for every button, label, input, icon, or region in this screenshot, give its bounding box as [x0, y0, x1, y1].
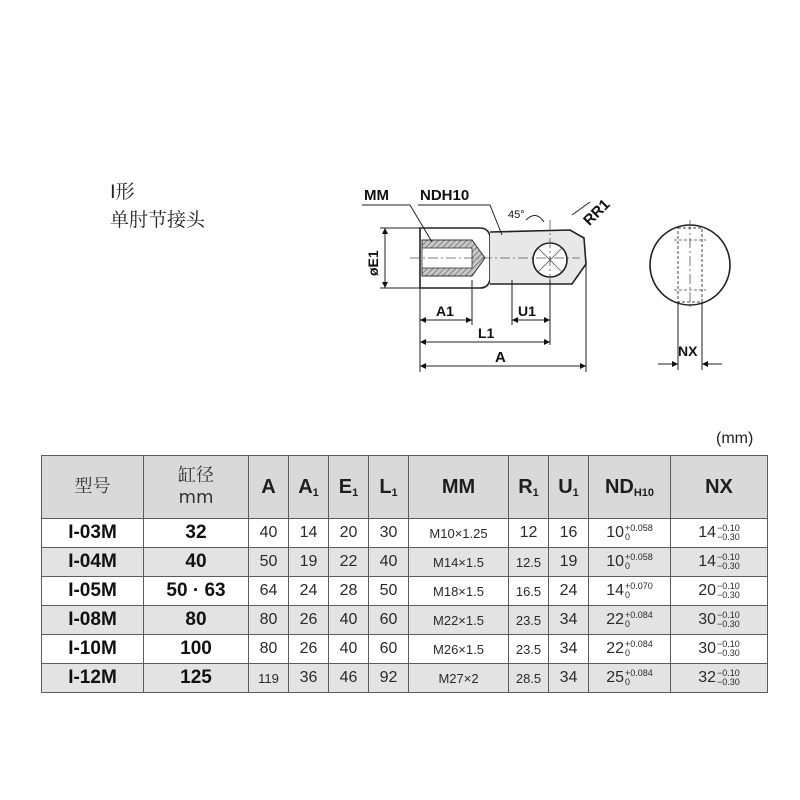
spec-table [41, 455, 768, 693]
cell-a1: 26 [289, 635, 329, 664]
header-model: 型号 [42, 456, 144, 519]
cell-a1: 19 [289, 548, 329, 577]
header-mm: MM [409, 456, 509, 519]
label-a1: A1 [436, 303, 454, 319]
header-e1: $E_1$ [329, 456, 369, 519]
cell-a: 40 [249, 519, 289, 548]
cell-u1: 34 [549, 635, 589, 664]
cell-e1: 28 [329, 577, 369, 606]
cell-nd: 14 +0.070 0 [589, 577, 671, 606]
cell-model: I-08M [42, 606, 144, 635]
header-a: A [249, 456, 289, 519]
label-mm: MM [364, 187, 389, 204]
cell-nx: 14 −0.10 −0.30 [671, 519, 768, 548]
cell-nd: 22 +0.084 0 [589, 606, 671, 635]
header-a1: $A_1$ [289, 456, 329, 519]
cell-l1: 92 [369, 664, 409, 693]
label-rr: RR1 [580, 195, 614, 230]
label-angle: 45° [508, 209, 525, 221]
cell-a: 80 [249, 606, 289, 635]
table-row [42, 606, 768, 635]
header-nd: $ND_{H10}$ [589, 456, 671, 519]
label-u1: U1 [518, 303, 536, 319]
cell-l1: 30 [369, 519, 409, 548]
cell-a: 64 [249, 577, 289, 606]
cell-r1: 28.5 [509, 664, 549, 693]
cell-mm: M10×1.25 [409, 519, 509, 548]
label-nd: NDH10 [420, 187, 470, 204]
cell-a1: 14 [289, 519, 329, 548]
cell-r1: 23.5 [509, 606, 549, 635]
cell-model: I-05M [42, 577, 144, 606]
header-u1: $U_1$ [549, 456, 589, 519]
cell-nx: 30 −0.10 −0.30 [671, 635, 768, 664]
cell-model: I-10M [42, 635, 144, 664]
label-a: A [495, 349, 506, 366]
cell-u1: 24 [549, 577, 589, 606]
cell-model: I-03M [42, 519, 144, 548]
cell-e1: 40 [329, 606, 369, 635]
cell-bore: 50 · 63 [144, 577, 249, 606]
header-bore: 缸径 mm [144, 456, 249, 519]
cell-model: I-12M [42, 664, 144, 693]
cell-nx: 20 −0.10 −0.30 [671, 577, 768, 606]
table-header-row [42, 456, 768, 519]
cell-a: 50 [249, 548, 289, 577]
cell-nx: 30 −0.10 −0.30 [671, 606, 768, 635]
header-l1: $L_1$ [369, 456, 409, 519]
cell-e1: 40 [329, 635, 369, 664]
cell-e1: 22 [329, 548, 369, 577]
cell-e1: 46 [329, 664, 369, 693]
label-nx: NX [678, 343, 698, 359]
cell-e1: 20 [329, 519, 369, 548]
technical-drawing [340, 180, 740, 380]
cell-u1: 34 [549, 664, 589, 693]
type-title: I形 [110, 181, 135, 203]
table-row [42, 635, 768, 664]
cell-bore: 80 [144, 606, 249, 635]
cell-nd: 25 +0.084 0 [589, 664, 671, 693]
cell-bore: 125 [144, 664, 249, 693]
cell-r1: 12 [509, 519, 549, 548]
cell-l1: 50 [369, 577, 409, 606]
label-e1: øE1 [365, 250, 381, 276]
label-l1: L1 [478, 325, 495, 341]
cell-r1: 23.5 [509, 635, 549, 664]
cell-bore: 40 [144, 548, 249, 577]
cell-a1: 36 [289, 664, 329, 693]
cell-nx: 32 −0.10 −0.30 [671, 664, 768, 693]
cell-nd: 10 +0.058 0 [589, 519, 671, 548]
side-view [650, 220, 730, 310]
table-row [42, 519, 768, 548]
cell-u1: 34 [549, 606, 589, 635]
table-row [42, 548, 768, 577]
cell-u1: 16 [549, 519, 589, 548]
cell-r1: 12.5 [509, 548, 549, 577]
title-block [110, 178, 205, 234]
table-row [42, 577, 768, 606]
cell-mm: M26×1.5 [409, 635, 509, 664]
header-r1: $R_1$ [509, 456, 549, 519]
part-name: 单肘节接头 [110, 209, 206, 231]
cell-mm: M14×1.5 [409, 548, 509, 577]
header-nx: NX [671, 456, 768, 519]
cell-r1: 16.5 [509, 577, 549, 606]
cell-a: 80 [249, 635, 289, 664]
cell-nd: 10 +0.058 0 [589, 548, 671, 577]
cell-l1: 60 [369, 635, 409, 664]
cell-nx: 14 −0.10 −0.30 [671, 548, 768, 577]
table-row [42, 664, 768, 693]
cell-a1: 24 [289, 577, 329, 606]
cell-u1: 19 [549, 548, 589, 577]
cell-a: 119 [249, 664, 289, 693]
cell-l1: 60 [369, 606, 409, 635]
cell-mm: M18×1.5 [409, 577, 509, 606]
unit-note: (mm) [716, 430, 754, 447]
cell-mm: M22×1.5 [409, 606, 509, 635]
cell-nd: 22 +0.084 0 [589, 635, 671, 664]
table-body [42, 519, 768, 693]
cell-bore: 32 [144, 519, 249, 548]
cell-model: I-04M [42, 548, 144, 577]
cell-a1: 26 [289, 606, 329, 635]
cell-mm: M27×2 [409, 664, 509, 693]
cell-bore: 100 [144, 635, 249, 664]
cell-l1: 40 [369, 548, 409, 577]
